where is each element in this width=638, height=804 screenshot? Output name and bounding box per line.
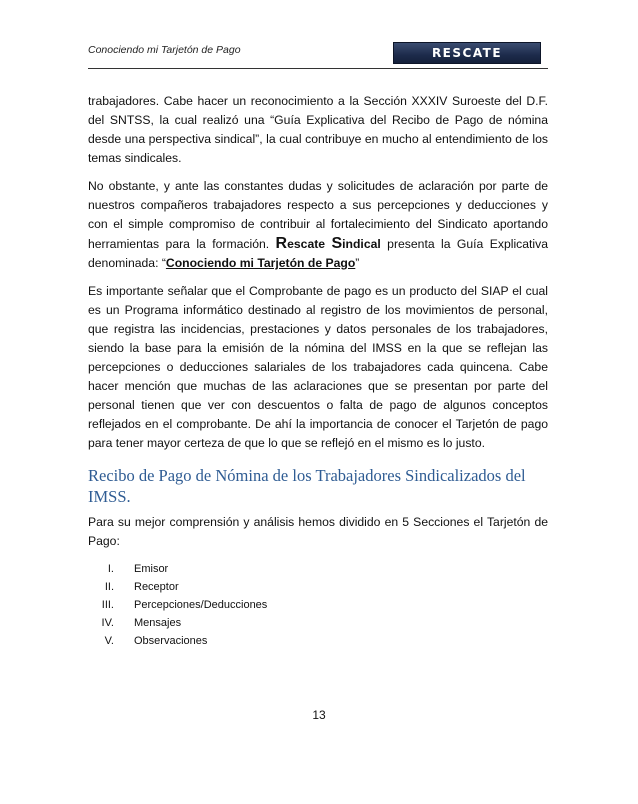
rescate-sindical-logo: RESCATE SINDICAL [393,42,541,64]
list-item [88,596,548,614]
list-item [88,632,548,650]
brand-word-rescate: escate [287,237,332,251]
header-divider [88,68,548,69]
guide-title: Conociendo mi Tarjetón de Pago [165,256,356,270]
list-item-number: V. [104,635,114,647]
page-number: 13 [312,708,326,722]
paragraph-4: Para su mejor comprensión y análisis hemos dividido en 5 Secciones el Tarjetón de Pago: [88,515,548,548]
sections-list [88,560,548,650]
paragraph-3: Es importante señalar que el Comprobante de pago es un producto del SIAP el cual es un Programa informático destinado al registro de los movimientos de personal, que registra las incidencias, prestaciones y datos personales de los trabajadores, siendo la base para la emisión de la nómina del IMSS en la que se reflejan las percepciones o deducciones salariales de los trabajadores cada quincena. Cabe hacer mención que muchas de las aclaraciones que se presentan por parte del personal tienen que ver con descuentos o falta de pago de algunos conceptos reflejados en el comprobante. De ahí la importancia de conocer el Tarjetón de pago para tener mayor certeza de que lo que se reflejó en el mismo es lo justo. [88,284,548,450]
list-item-number: III. [101,599,114,611]
brand-initial-s: S [331,235,343,252]
paragraph-1: trabajadores. Cabe hacer un reconocimiento a la Sección XXXIV Suroeste del D.F. del SNTSS, la cual realizó una “Guía Explicativa del Recibo de Pago de nómina desde una perspectiva sindical”, la cual contribuye en mucho al entendimiento de los temas sindicales. [88,94,548,165]
list-item-number: II. [104,581,114,593]
list-item-label: Emisor [134,563,169,575]
list-item-number: I. [107,563,114,575]
brand-word-sindical: indical [342,237,381,251]
list-item [88,560,548,578]
brand-initial-r: R [275,235,288,252]
page-header [88,30,548,80]
list-item-number: IV. [101,617,114,629]
document-body [88,92,548,650]
paragraph-2-end: ” [355,256,360,270]
list-item-label: Observaciones [134,635,208,647]
paragraph-2-text: No obstante, y ante las constantes dudas y solicitudes de aclaración por parte de nuestros compañeros trabajadores respecto a sus percepciones y deducciones y con el simple compromiso de contribuir al fortalecimiento del Sindicato aportando herramientas para la formación. [88,179,548,251]
list-item [88,614,548,632]
paragraph-2 [88,177,548,273]
list-item-label: Receptor [134,581,179,593]
paragraph-2-mid: presenta la Guía Explicativa denominada: “ [88,237,548,270]
section-heading: Recibo de Pago de Nómina de los Trabajadores Sindicalizados del IMSS. [88,466,526,506]
list-item [88,578,548,596]
list-item-label: Mensajes [134,617,182,629]
list-item-label: Percepciones/Deducciones [134,599,268,611]
header-title: Conociendo mi Tarjetón de Pago [88,44,241,56]
